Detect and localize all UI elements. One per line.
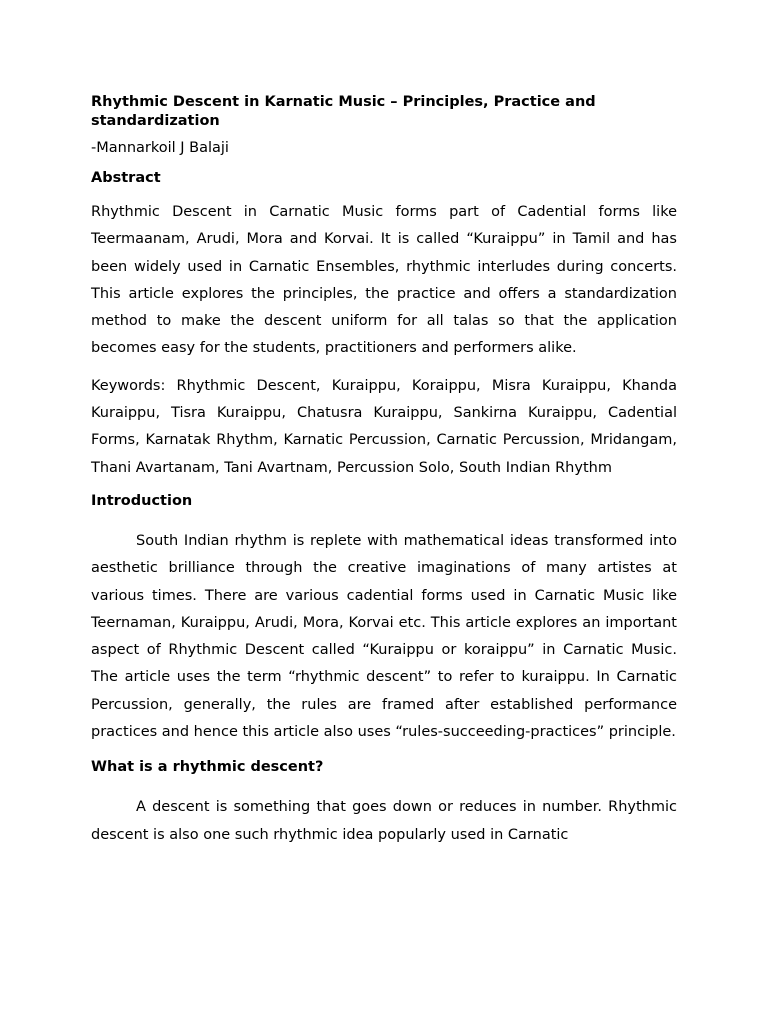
introduction-heading: Introduction xyxy=(91,492,193,509)
section-heading-rhythmic-descent: What is a rhythmic descent? xyxy=(91,759,324,776)
abstract-heading: Abstract xyxy=(91,170,161,186)
document-author: -Mannarkoil J Balaji xyxy=(91,140,229,156)
document-title: Rhythmic Descent in Karnatic Music – Principles, Practice and standardization xyxy=(91,94,596,129)
section-paragraph-rhythmic-descent: A descent is something that goes down or reduces in number. Rhythmic descent is also one such rhythmic idea popularly used in Carnatic xyxy=(91,799,677,843)
abstract-paragraph: Rhythmic Descent in Carnatic Music forms part of Cadential forms like Teermaanam, Arudi, Mora and Korvai. It is called “Kuraippu” in Tamil and has been widely used in Carnatic Ensembles, rhythmic interludes during concerts. This article explores the principles, the practice and offers a standardization method to make the descent uniform for all talas so that the application becomes easy for the students, practitioners and performers alike. xyxy=(91,204,677,357)
introduction-paragraph: South Indian rhythm is replete with mathematical ideas transformed into aesthetic brilliance through the creative imaginations of many artistes at various times. There are various cadential forms used in Carnatic Music like Teernaman, Kuraippu, Arudi, Mora, Korvai etc. This article explores an important aspect of Rhythmic Descent called “Kuraippu or koraippu” in Carnatic Music. The article uses the term “rhythmic descent” to refer to kuraippu. In Carnatic Percussion, generally, the rules are framed after established performance practices and hence this article also uses “rules-succeeding-practices” principle. xyxy=(91,532,677,741)
keywords-paragraph: Keywords: Rhythmic Descent, Kuraippu, Koraippu, Misra Kuraippu, Khanda Kuraippu, Tisra Kuraippu, Chatusra Kuraippu, Sankirna Kuraippu, Cadential Forms, Karnatak Rhythm, Karnatic Percussion, Carnatic Percussion, Mridangam, Thani Avartanam, Tani Avartnam, Percussion Solo, South Indian Rhythm xyxy=(91,377,677,476)
